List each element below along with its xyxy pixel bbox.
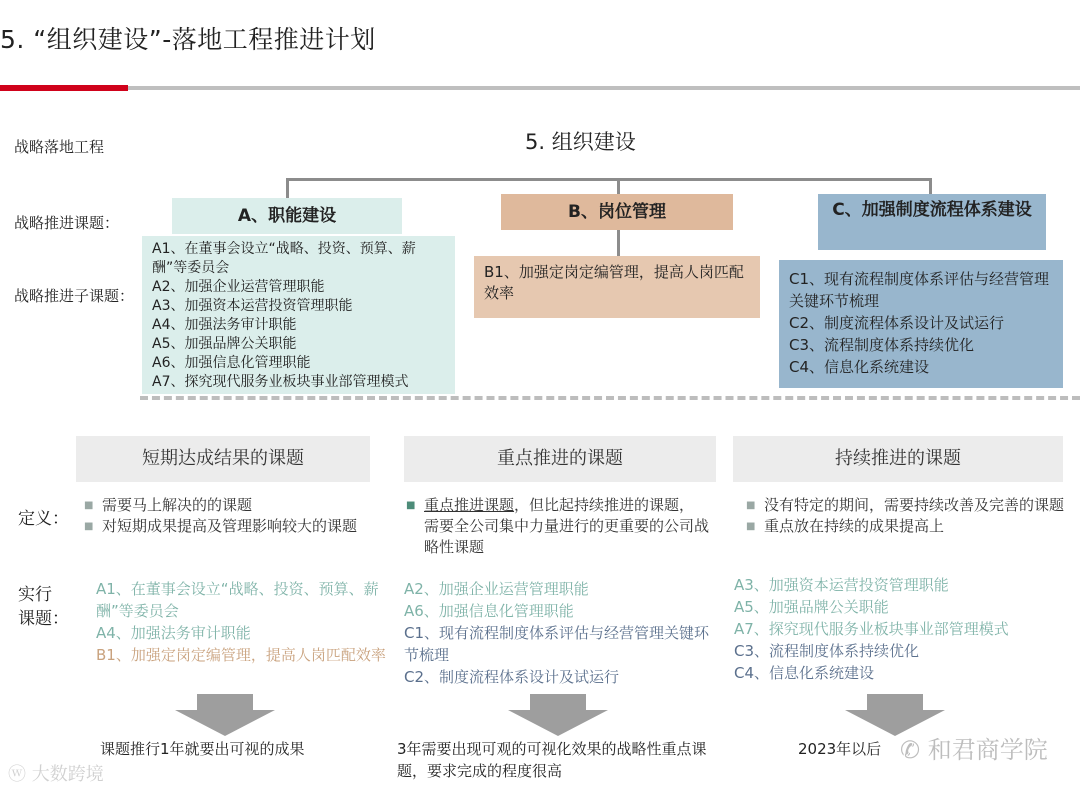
topic-item: C1、现有流程制度体系评估与经营管理关键环节梳理 [404, 624, 710, 664]
label-definition: 定义： [18, 509, 69, 529]
row-label-topics: 战略推进课题： [14, 214, 120, 232]
item-b1: B1、加强定岗定编管理，提高人岗匹配效率 [484, 263, 744, 302]
column-header-key: 重点推进的课题 [404, 436, 716, 482]
title-accent-bar [0, 85, 128, 91]
category-b-items [474, 256, 760, 318]
wechat-icon: ✆ [900, 736, 921, 764]
category-a-items [142, 236, 455, 394]
down-arrow-icon [508, 694, 608, 736]
category-c: C、加强制度流程体系建设 [818, 194, 1046, 250]
definition-item: ■ 没有特定的期间，需要持续改善及完善的课题 [744, 495, 1069, 516]
category-c-items [779, 260, 1063, 388]
topic-item: A4、加强法务审计职能 [96, 624, 251, 642]
watermark-right: ✆ 和君商学院 [900, 736, 1048, 764]
item-c1: C1、现有流程制度体系评估与经营管理关键环节梳理 [789, 270, 1050, 310]
watermark-left: ⓦ 大数跨境 [8, 764, 104, 785]
item-c2: C2、制度流程体系设计及试运行 [789, 314, 1005, 332]
down-arrow-icon [175, 694, 275, 736]
topic-item: A1、在董事会设立“战略、投资、预算、薪酬”等委员会 [96, 580, 379, 620]
label-topics-line2: 课题： [18, 609, 69, 629]
item-a5: A5、加强品牌公关职能 [152, 336, 297, 352]
definition-item: ■ 重点放在持续的成果提高上 [744, 516, 1069, 537]
item-a4: A4、加强法务审计职能 [152, 317, 297, 333]
item-c4: C4、信息化系统建设 [789, 358, 930, 376]
column-definitions-continuous [744, 495, 1069, 537]
section-divider [140, 396, 1080, 400]
topic-item: B1、加强定岗定编管理，提高人岗匹配效率 [96, 646, 386, 664]
footer-short-term: 课题推行1年就要出可视的成果 [100, 740, 305, 758]
item-a2: A2、加强企业运营管理职能 [152, 279, 325, 295]
definition-underlined: 重点推进课题 [424, 496, 515, 514]
root-node: 5. 组织建设 [525, 130, 636, 154]
column-header-continuous: 持续推进的课题 [733, 436, 1063, 482]
page-title: 5. “组织建设”-落地工程推进计划 [0, 25, 376, 54]
tree-connector-b [617, 178, 620, 194]
definition-text: ，但比起持续推进的课题，需要全公司集中力量进行的更重要的公司战略性课题 [424, 496, 710, 556]
definition-item [404, 495, 709, 558]
tree-connector-b-sub [617, 229, 620, 257]
column-header-short-term: 短期达成结果的课题 [76, 436, 370, 482]
topic-item: C4、信息化系统建设 [734, 664, 875, 682]
topic-item: A2、加强企业运营管理职能 [404, 580, 589, 598]
column-definitions-short-term [82, 495, 372, 537]
column-definitions-key [404, 495, 709, 558]
item-a7: A7、探究现代服务业板块事业部管理模式 [152, 374, 409, 390]
row-label-subtopics: 战略推进子课题： [14, 287, 135, 305]
footer-key: 3年需要出现可观的可视化效果的战略性重点课题，要求完成的程度很高 [397, 740, 707, 780]
category-b: B、岗位管理 [501, 194, 733, 230]
item-a6: A6、加强信息化管理职能 [152, 355, 311, 371]
topic-item: A6、加强信息化管理职能 [404, 602, 574, 620]
column-topics-short-term [96, 578, 386, 666]
topic-item: A3、加强资本运营投资管理职能 [734, 576, 949, 594]
title-divider [0, 86, 1080, 90]
definition-item: ■ 需要马上解决的的课题 [82, 495, 372, 516]
definition-item: ■ 对短期成果提高及管理影响较大的课题 [82, 516, 372, 537]
item-c3: C3、流程制度体系持续优化 [789, 336, 975, 354]
column-topics-continuous [734, 574, 1074, 684]
topic-item: A7、探究现代服务业板块事业部管理模式 [734, 620, 1009, 638]
tree-connector-c [929, 178, 932, 194]
topic-item: C3、流程制度体系持续优化 [734, 642, 920, 660]
tree-connector-a [286, 178, 289, 200]
category-a: A、职能建设 [172, 198, 402, 234]
topic-item: C2、制度流程体系设计及试运行 [404, 668, 620, 686]
tree-connector-horizontal [286, 178, 932, 181]
label-topics-line1: 实行 [18, 585, 52, 605]
footer-continuous: 2023年以后 [798, 740, 882, 758]
weibo-icon: ⓦ [8, 764, 26, 785]
column-topics-key [404, 578, 722, 688]
topic-item: A5、加强品牌公关职能 [734, 598, 889, 616]
item-a1: A1、在董事会设立“战略、投资、预算、薪酬”等委员会 [152, 241, 416, 276]
row-label-engineering: 战略落地工程 [14, 138, 105, 156]
item-a3: A3、加强资本运营投资管理职能 [152, 298, 353, 314]
